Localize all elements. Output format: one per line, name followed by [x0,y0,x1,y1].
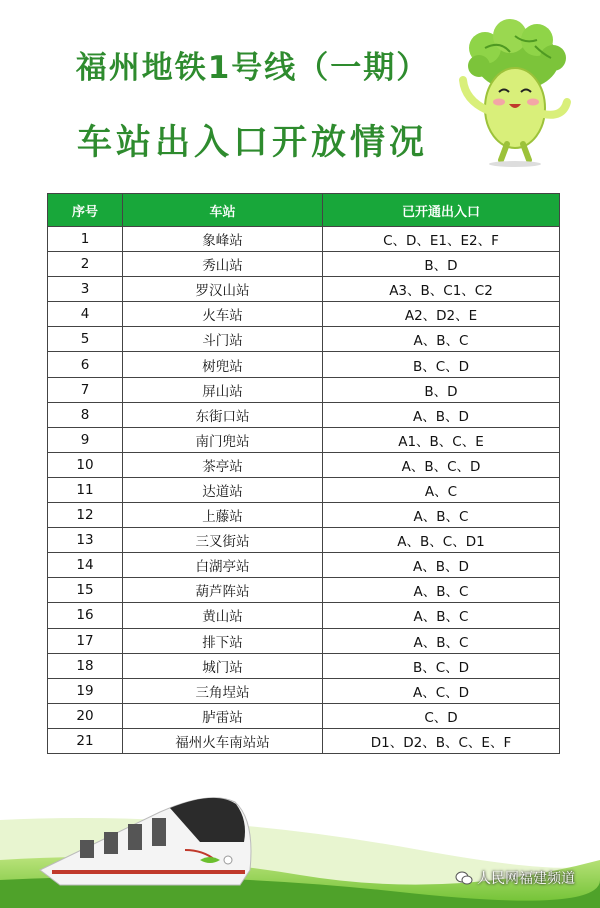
table-row [48,503,560,528]
open-entrances: A、B、D [323,553,560,578]
row-index: 13 [48,528,123,553]
table-header-row [48,194,560,227]
metro-train-banner [0,780,600,908]
mascot-illustration [455,18,575,168]
row-index: 12 [48,503,123,528]
open-entrances: B、D [323,377,560,402]
open-entrances: A、C、D [323,678,560,703]
station-name: 黄山站 [123,603,323,628]
table-row [48,452,560,477]
open-entrances: A、B、C [323,628,560,653]
table-row [48,653,560,678]
station-name: 秀山站 [123,252,323,277]
station-name: 茶亭站 [123,452,323,477]
table-row [48,578,560,603]
open-entrances: A3、B、C1、C2 [323,277,560,302]
open-entrances: A、C [323,477,560,502]
watermark-text: 人民网福建频道 [477,871,575,887]
open-entrances: C、D [323,703,560,728]
open-entrances: A2、D2、E [323,302,560,327]
row-index: 9 [48,427,123,452]
table-row [48,678,560,703]
table-row [48,352,560,377]
table-row [48,553,560,578]
row-index: 2 [48,252,123,277]
station-name: 排下站 [123,628,323,653]
table-row [48,477,560,502]
open-entrances: B、C、D [323,352,560,377]
column-header-index: 序号 [48,194,123,227]
row-index: 5 [48,327,123,352]
station-name: 东街口站 [123,402,323,427]
table-row [48,327,560,352]
table-row [48,628,560,653]
open-entrances: A、B、C [323,503,560,528]
table-row [48,427,560,452]
wechat-icon [455,871,473,885]
station-name: 象峰站 [123,227,323,252]
row-index: 18 [48,653,123,678]
station-name: 白湖亭站 [123,553,323,578]
row-index: 21 [48,728,123,753]
table-row [48,277,560,302]
row-index: 8 [48,402,123,427]
station-name: 葫芦阵站 [123,578,323,603]
row-index: 11 [48,477,123,502]
open-entrances: A、B、C [323,578,560,603]
station-name: 三角埕站 [123,678,323,703]
page-title: 福州地铁1号线（一期） [75,50,430,86]
open-entrances: B、D [323,252,560,277]
row-index: 16 [48,603,123,628]
station-name: 胪雷站 [123,703,323,728]
station-name: 达道站 [123,477,323,502]
station-name: 上藤站 [123,503,323,528]
table-row [48,528,560,553]
row-index: 15 [48,578,123,603]
table-row [48,402,560,427]
open-entrances: A、B、C [323,327,560,352]
open-entrances: D1、D2、B、C、E、F [323,728,560,753]
table-row [48,603,560,628]
row-index: 19 [48,678,123,703]
table-body [48,227,560,754]
station-name: 城门站 [123,653,323,678]
column-header-station: 车站 [123,194,323,227]
row-index: 14 [48,553,123,578]
row-index: 1 [48,227,123,252]
table-row [48,728,560,753]
table-row [48,252,560,277]
table-row [48,302,560,327]
station-name: 三叉街站 [123,528,323,553]
station-name: 罗汉山站 [123,277,323,302]
station-name: 火车站 [123,302,323,327]
table-row [48,377,560,402]
open-entrances: C、D、E1、E2、F [323,227,560,252]
station-name: 福州火车南站站 [123,728,323,753]
source-watermark [455,868,575,888]
station-name: 树兜站 [123,352,323,377]
open-entrances: B、C、D [323,653,560,678]
table-row [48,703,560,728]
row-index: 7 [48,377,123,402]
open-entrances: A、B、C [323,603,560,628]
row-index: 4 [48,302,123,327]
row-index: 10 [48,452,123,477]
open-entrances: A、B、D [323,402,560,427]
open-entrances: A、B、C、D [323,452,560,477]
station-name: 屏山站 [123,377,323,402]
open-entrances: A、B、C、D1 [323,528,560,553]
open-entrances: A1、B、C、E [323,427,560,452]
station-name: 南门兜站 [123,427,323,452]
page-subtitle: 车站出入口开放情况 [76,123,428,163]
row-index: 6 [48,352,123,377]
row-index: 17 [48,628,123,653]
table-row [48,227,560,252]
column-header-entrances: 已开通出入口 [323,194,560,227]
row-index: 20 [48,703,123,728]
stations-table [47,193,560,754]
station-name: 斗门站 [123,327,323,352]
row-index: 3 [48,277,123,302]
